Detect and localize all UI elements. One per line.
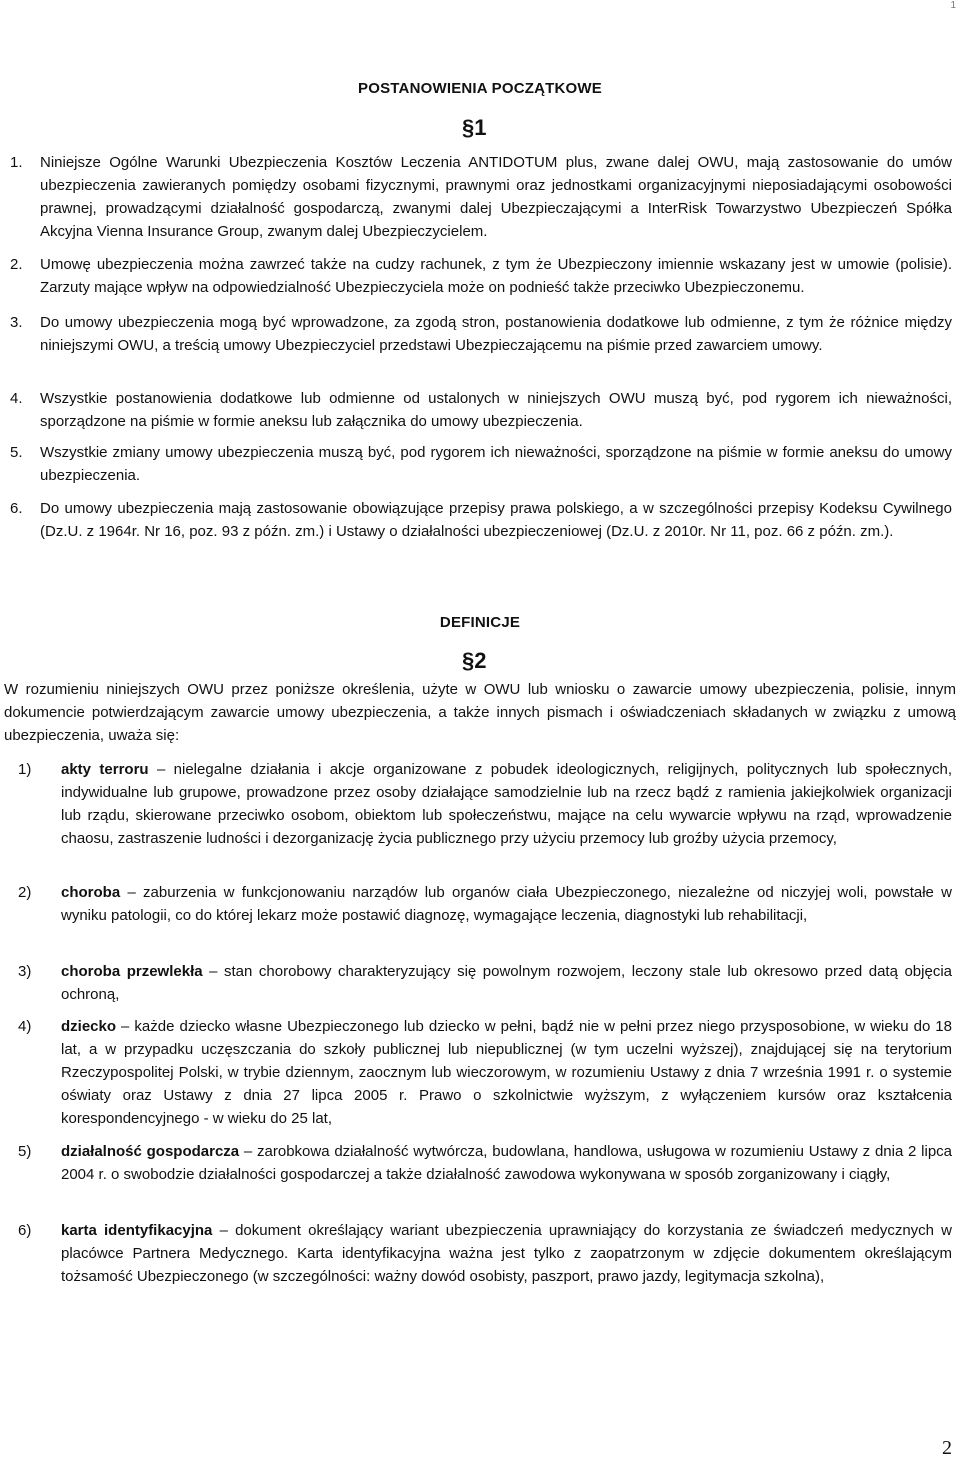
definition-number: 3) [18,963,32,980]
definition-text: – dokument określający wariant ubezpieczenia uprawniający do korzystania ze świadczeń medycznych w placówce Partnera Medycznego. Karta identyfikacyjna ważna jest tylko z zaopatrzonym w zdjęcie dokumentem określającym tożsamość Ubezpieczonego (w szczególności: ważny dowód osobisty, paszport, prawo jazdy, legitymacja szkolna), [61,1222,953,1285]
definition-item [18,1140,952,1186]
item-number: 6. [10,500,23,517]
item-number: 5. [10,444,23,461]
definition-term: choroba przewlekła [61,963,203,980]
item-text: Niniejsze Ogólne Warunki Ubezpieczenia Kosztów Leczenia ANTIDOTUM plus, zwane dalej OWU, mają zastosowanie do umów ubezpieczenia zawieranych pomiędzy osobami fizycznymi, prawnymi oraz jednostkami organizacyjnymi nieposiadającymi osobowości prawnej, prowadzącymi działalność gospodarczą, zwanymi dalej Ubezpieczającymi a InterRisk Towarzystwo Ubezpieczeń Spółka Akcyjna Vienna Insurance Group, zwanym dalej Ubezpieczycielem. [40,154,952,240]
definition-item [18,881,952,927]
definition-number: 1) [18,761,32,778]
corner-mark: 1 [950,0,956,11]
list-item [10,441,952,487]
definition-term: choroba [61,884,121,901]
list-item [10,253,952,299]
section-paragraph-1: §1 [462,115,487,140]
definitions-intro: W rozumieniu niniejszych OWU przez poniższe określenia, użyte w OWU lub wniosku o zawarcie umowy ubezpieczenia, polisie, innym dokumencie potwierdzającym zawarcie umowy ubezpieczenia, a także innych pismach i oświadczeniach składanych w związku z umową ubezpieczenia, uważa się: [4,681,956,744]
list-item [10,497,952,543]
definition-term: działalność gospodarcza [61,1143,240,1160]
definition-text: – stan chorobowy charakteryzujący się powolnym rozwojem, leczony stale lub okresowo przed datą objęcia ochroną, [61,963,952,1003]
item-text: Wszystkie postanowienia dodatkowe lub odmienne od ustalonych w niniejszych OWU muszą być, pod rygorem ich nieważności, sporządzone na piśmie w formie aneksu lub załącznika do umowy ubezpieczenia. [40,390,952,430]
section-paragraph-2: §2 [462,648,487,673]
definition-term: dziecko [61,1018,117,1035]
definition-text: – każde dziecko własne Ubezpieczonego lub dziecko w pełni, bądź nie w pełni przez niego przysposobione, w wieku do 18 lat, a w przypadku uczęszczania do szkoły publicznej lub niepublicznej (w tym uczelni wyższej), znajdującej się na terytorium Rzeczypospolitej Polski, w trybie dziennym, zaocznym lub wieczorowym, w rozumieniu Ustawy z dnia 7 września 1991 r. o systemie oświaty oraz Ustawy z dnia 27 lipca 2005 r. Prawo o szkolnictwie wyższym, z wyłączeniem kursów oraz kształcenia korespondencyjnego - w wieku do 25 lat, [61,1018,952,1127]
section-title-postanowienia: POSTANOWIENIA POCZĄTKOWE [358,80,602,97]
section-title-definicje: DEFINICJE [439,614,521,631]
item-text: Wszystkie zmiany umowy ubezpieczenia muszą być, pod rygorem ich nieważności, sporządzone na piśmie w formie aneksu do umowy ubezpieczenia. [40,444,952,484]
definition-number: 6) [18,1222,32,1239]
item-text: Umowę ubezpieczenia można zawrzeć także na cudzy rachunek, z tym że Ubezpieczony imiennie wskazany jest w umowie (polisie). Zarzuty mające wpływ na odpowiedzialność Ubezpieczyciela może on podnieść także przeciwko Ubezpieczonemu. [40,256,952,296]
item-number: 3. [10,314,23,331]
item-text: Do umowy ubezpieczenia mają zastosowanie obowiązujące przepisy prawa polskiego, a w szczególności przepisy Kodeksu Cywilnego (Dz.U. z 1964r. Nr 16, poz. 93 z późn. zm.) i Ustawy o działalności ubezpieczeniowej (Dz.U. z 2010r. Nr 11, poz. 66 z późn. zm.). [40,500,952,540]
page-number: 2 [942,1437,952,1459]
definition-number: 5) [18,1143,32,1160]
definition-item [18,1219,952,1288]
definition-number: 2) [18,884,32,901]
definition-number: 4) [18,1018,32,1035]
item-number: 1. [10,154,23,171]
definition-item [18,960,952,1006]
list-item [10,311,952,357]
definition-text: – zaburzenia w funkcjonowaniu narządów lub organów ciała Ubezpieczonego, niezależne od niczyjej woli, powstałe w wyniku patologii, co do której lekarz może postawić diagnozę, wymagające leczenia, diagnostyki lub rehabilitacji, [61,884,952,924]
definition-item [18,758,952,850]
item-number: 2. [10,256,23,273]
list-item [10,387,952,433]
definition-text: – zarobkowa działalność wytwórcza, budowlana, handlowa, usługowa w rozumieniu Ustawy z dnia 2 lipca 2004 r. o swobodzie działalności gospodarczej a także działalność zawodowa wykonywana w sposób zorganizowany i ciągły, [61,1143,953,1183]
definition-item [18,1015,952,1130]
definition-text: – nielegalne działania i akcje organizowane z pobudek ideologicznych, religijnych, politycznych lub społecznych, indywidualne lub grupowe, prowadzone przez osoby działające samodzielnie lub na rzecz bądź z ramienia jakiejkolwiek organizacji lub rządu, skierowane przeciwko osobom, obiektom lub społeczeństwu, mające na celu wywarcie wpływu na rząd, wprowadzenie chaosu, zastraszenie ludności i dezorganizację życia publicznego przy użyciu przemocy lub groźby użycia przemocy, [61,761,952,847]
definition-term: akty terroru [61,761,149,778]
list-item [10,151,952,243]
item-text: Do umowy ubezpieczenia mogą być wprowadzone, za zgodą stron, postanowienia dodatkowe lub odmienne, z tym że różnice między niniejszymi OWU, a treścią umowy Ubezpieczyciel przedstawi Ubezpieczającemu na piśmie przed zawarciem umowy. [40,314,952,354]
item-number: 4. [10,390,23,407]
definition-term: karta identyfikacyjna [61,1222,213,1239]
